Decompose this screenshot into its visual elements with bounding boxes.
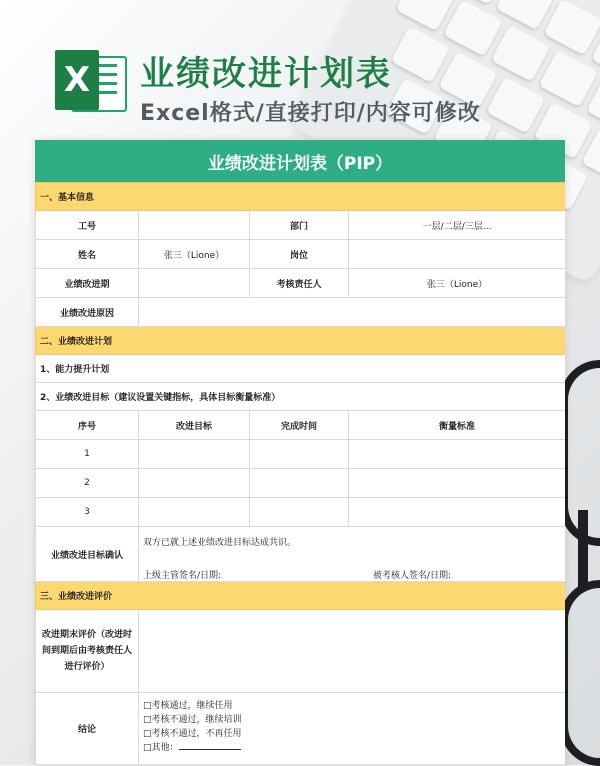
table-row <box>36 527 566 582</box>
table-row <box>36 383 566 411</box>
standard-cell[interactable] <box>349 440 566 469</box>
standard-cell[interactable] <box>349 498 566 527</box>
goal-cell[interactable] <box>139 498 250 527</box>
conclusion-label: 结论 <box>36 693 139 765</box>
assessor-label: 考核责任人 <box>250 269 349 298</box>
column-header: 序号 <box>36 411 139 440</box>
time-cell[interactable] <box>250 498 349 527</box>
conclusion-cell[interactable] <box>139 693 566 765</box>
table-row <box>36 211 566 240</box>
row-number: 2 <box>36 469 139 498</box>
column-header: 改进目标 <box>139 411 250 440</box>
section-title: 三、业绩改进评价 <box>36 582 566 610</box>
option-dismiss[interactable]: □考核不通过，不再任用 <box>143 729 242 739</box>
option-pass[interactable]: □考核通过，继续任用 <box>143 701 233 711</box>
name-cell[interactable]: 张三（Lione） <box>139 240 250 269</box>
table-row <box>36 498 566 527</box>
evaluation-cell[interactable] <box>139 610 566 693</box>
option-other-row <box>143 741 561 755</box>
row-number: 3 <box>36 498 139 527</box>
banner-subtitle: Excel格式/直接打印/内容可修改 <box>140 101 481 126</box>
time-cell[interactable] <box>250 469 349 498</box>
excel-logo-icon: X <box>55 50 125 110</box>
spreadsheet-preview <box>35 140 565 765</box>
assessee-signature: 被考核人签名/日期: <box>372 571 452 581</box>
goal-table-header <box>36 411 566 440</box>
section-basic-info <box>36 183 566 211</box>
table-row <box>36 469 566 498</box>
period-label: 业绩改进期 <box>36 269 139 298</box>
section-title: 一、基本信息 <box>36 183 566 211</box>
confirm-text: 双方已就上述业绩改进目标达成共识。 <box>143 538 297 548</box>
banner-title: 业绩改进计划表 <box>140 54 392 94</box>
standard-cell[interactable] <box>349 469 566 498</box>
position-cell[interactable] <box>349 240 566 269</box>
table-row <box>36 298 566 327</box>
goal-cell[interactable] <box>139 469 250 498</box>
section-improvement-plan <box>36 327 566 355</box>
assessor-cell[interactable]: 张三（Lione） <box>349 269 566 298</box>
reason-cell[interactable] <box>139 298 566 327</box>
column-header: 衡量标准 <box>349 411 566 440</box>
table-row <box>36 355 566 383</box>
department-label: 部门 <box>250 211 349 240</box>
pip-table <box>35 182 565 765</box>
section-title: 二、业绩改进计划 <box>36 327 566 355</box>
ability-plan-label[interactable]: 1、能力提升计划 <box>36 355 566 383</box>
goal-confirm-cell[interactable] <box>139 527 566 582</box>
goal-confirm-label: 业绩改进目标确认 <box>36 527 139 582</box>
position-label: 岗位 <box>250 240 349 269</box>
option-retrain[interactable]: □考核不通过，继续培训 <box>143 715 242 725</box>
sheet-header: 业绩改进计划表（PIP） <box>35 140 565 182</box>
table-row <box>36 240 566 269</box>
period-cell[interactable] <box>139 269 250 298</box>
other-blank-line[interactable] <box>179 741 241 750</box>
time-cell[interactable] <box>250 440 349 469</box>
section-evaluation <box>36 582 566 610</box>
name-label: 姓名 <box>36 240 139 269</box>
column-header: 完成时间 <box>250 411 349 440</box>
employee-id-cell[interactable] <box>139 211 250 240</box>
reason-label: 业绩改进原因 <box>36 298 139 327</box>
department-cell[interactable]: 一层/二层/三层... <box>349 211 566 240</box>
supervisor-signature: 上级主管签名/日期: <box>143 571 222 581</box>
option-other[interactable]: □其他： <box>143 743 179 753</box>
table-row <box>36 610 566 693</box>
table-row <box>36 269 566 298</box>
glasses-decoration <box>560 360 600 760</box>
table-row <box>36 440 566 469</box>
table-row <box>36 693 566 765</box>
goal-label[interactable]: 2、业绩改进目标（建议设置关键指标，具体目标衡量标准） <box>36 383 566 411</box>
evaluation-label: 改进期末评价（改进时间到期后由考核责任人进行评价） <box>36 610 139 693</box>
employee-id-label: 工号 <box>36 211 139 240</box>
row-number: 1 <box>36 440 139 469</box>
goal-cell[interactable] <box>139 440 250 469</box>
